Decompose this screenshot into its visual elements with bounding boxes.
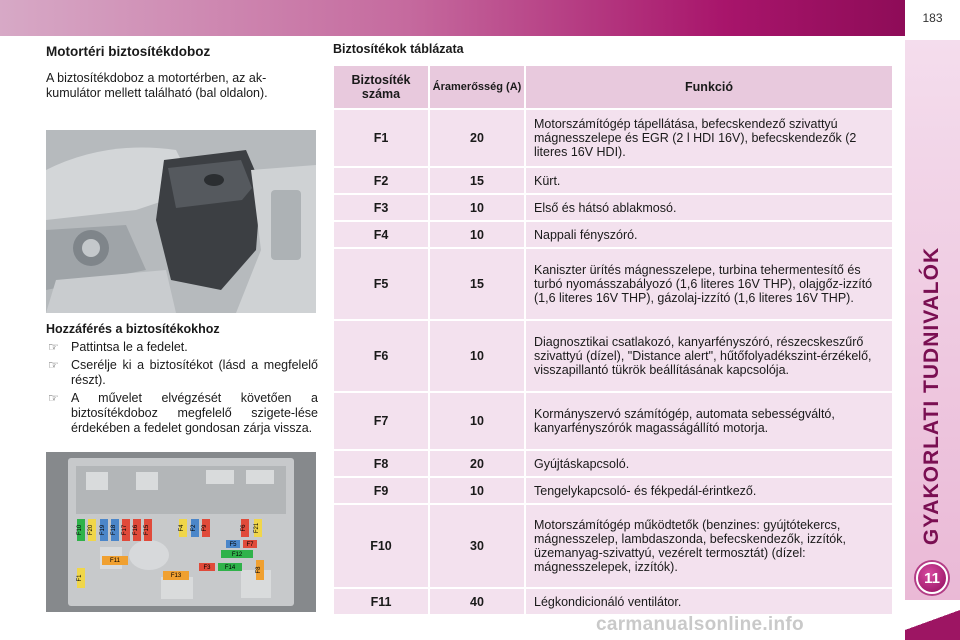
fuse-layout-photo: [46, 452, 316, 612]
engine-fusebox-section: [46, 40, 318, 582]
amperage-cell: 20: [430, 110, 524, 166]
table-title: Biztosítékok táblázata: [333, 42, 464, 56]
fuse-number-cell: F9: [334, 478, 428, 503]
function-cell: Kürt.: [526, 168, 892, 193]
chapter-side-title: [912, 236, 952, 556]
function-cell: Nappali fényszóró.: [526, 222, 892, 247]
access-title: Hozzáférés a biztosítékokhoz: [46, 322, 220, 336]
step-item: ☞ Cserélje ki a biztosítékot (lásd a megfelelő részt).: [48, 358, 318, 387]
table-row: [334, 478, 892, 503]
svg-text:F11: F11: [110, 558, 120, 564]
function-cell: Diagnosztikai csatlakozó, kanyarfényszóró, részecskeszűrő szivattyú (dízel), "Distance alert", hűtőfolyadékszint-érzékelő, visszapillantó tükrök beállításának kapcsolója.: [526, 321, 892, 391]
fuse-table: [334, 66, 892, 616]
svg-text:F6: F6: [241, 524, 247, 532]
chapter-number-badge: 11: [916, 562, 948, 594]
access-steps-list: [46, 340, 318, 439]
section-title: Motortéri biztosítékdoboz: [46, 44, 211, 59]
function-cell: Kormányszervó számítógép, automata sebességváltó, kanyarfényszórók magasságállító motorja.: [526, 393, 892, 449]
svg-text:F20: F20: [88, 524, 94, 536]
function-cell: Tengelykapcsoló- és fékpedál-érintkező.: [526, 478, 892, 503]
svg-text:F3: F3: [203, 565, 211, 571]
svg-text:F8: F8: [256, 566, 262, 574]
engine-bay-photo: [46, 130, 316, 313]
svg-text:F7: F7: [246, 542, 254, 548]
amperage-cell: 10: [430, 321, 524, 391]
table-row: [334, 505, 892, 587]
svg-text:F1: F1: [77, 574, 83, 582]
table-row: [334, 451, 892, 476]
table-row: [334, 393, 892, 449]
fuse-number-cell: F11: [334, 589, 428, 614]
header-fuse-number: Biztosíték száma: [334, 66, 428, 108]
svg-text:F12: F12: [231, 552, 243, 558]
svg-text:F16: F16: [133, 524, 139, 536]
fuse-number-cell: F6: [334, 321, 428, 391]
svg-text:F9: F9: [202, 524, 208, 532]
fuse-number-cell: F8: [334, 451, 428, 476]
engine-bay-illustration: [46, 130, 316, 313]
step-item: ☞ A művelet elvégzését követően a biztosítékdoboz megfelelő szigete-lése érdekében a fedelet gondosan zárja vissza.: [48, 391, 318, 435]
top-color-band: [0, 0, 905, 36]
table-row: [334, 168, 892, 193]
page-number: 183: [922, 11, 943, 25]
header-function: Funkció: [526, 66, 892, 108]
svg-text:F15: F15: [144, 524, 150, 536]
pointing-hand-icon: ☞: [48, 340, 59, 354]
svg-text:F19: F19: [100, 524, 106, 536]
amperage-cell: 10: [430, 393, 524, 449]
function-cell: Gyújtáskapcsoló.: [526, 451, 892, 476]
svg-text:F10: F10: [77, 524, 83, 536]
amperage-cell: 40: [430, 589, 524, 614]
function-cell: Kaniszter ürítés mágnesszelepe, turbina tehermentesítő és turbó nyomásszabályozó (1,6 literes 16V THP), olajgőz-izzító (1,6 literes 16V THP), gázolaj-izzító (1,6 literes 16V THP).: [526, 249, 892, 319]
fuse-number-cell: F1: [334, 110, 428, 166]
fuse-number-cell: F2: [334, 168, 428, 193]
fuse-number-cell: F7: [334, 393, 428, 449]
chapter-title-text: GYAKORLATI TUDNIVALÓK: [920, 246, 943, 546]
function-cell: Motorszámítógép tápellátása, befecskendező szivattyú mágnesszelepe és EGR (2 l HDI 16V), befecskendezők (2 literes 16V HDI).: [526, 110, 892, 166]
fuse-number-cell: F10: [334, 505, 428, 587]
amperage-cell: 10: [430, 222, 524, 247]
svg-text:F4: F4: [179, 524, 185, 532]
pointing-hand-icon: ☞: [48, 391, 59, 405]
fuse-number-cell: F4: [334, 222, 428, 247]
step-item: ☞ Pattintsa le a fedelet.: [48, 340, 188, 354]
watermark: carmanualsonline.info: [596, 614, 804, 635]
svg-text:F21: F21: [254, 522, 260, 534]
table-header-row: [334, 66, 892, 108]
intro-text: A biztosítékdoboz a motortérben, az ak-kumulátor mellett található (bal oldalon).: [46, 71, 268, 100]
amperage-cell: 15: [430, 249, 524, 319]
svg-text:F17: F17: [122, 524, 128, 536]
function-cell: Légkondicionáló ventilátor.: [526, 589, 892, 614]
svg-text:F18: F18: [111, 524, 117, 536]
amperage-cell: 20: [430, 451, 524, 476]
table-row: [334, 195, 892, 220]
svg-text:F2: F2: [191, 524, 197, 532]
svg-text:F13: F13: [170, 573, 182, 579]
svg-text:F14: F14: [224, 565, 236, 571]
function-cell: Első és hátsó ablakmosó.: [526, 195, 892, 220]
table-row: [334, 110, 892, 166]
svg-text:F5: F5: [229, 542, 237, 548]
amperage-cell: 10: [430, 478, 524, 503]
fuse-number-cell: F3: [334, 195, 428, 220]
table-row: [334, 249, 892, 319]
amperage-cell: 15: [430, 168, 524, 193]
fuse-layout-diagram: [46, 452, 316, 612]
function-cell: Motorszámítógép működtetők (benzines: gyújtótekercs, mágnesszelep, lambdaszonda, befecskendezők, izzítók, üzemanyag-szivattyú, vezérelt termosztát) (dízel: mágnesszelepek, izzítók).: [526, 505, 892, 587]
fuse-number-cell: F5: [334, 249, 428, 319]
table-row: [334, 222, 892, 247]
amperage-cell: 10: [430, 195, 524, 220]
table-row: [334, 321, 892, 391]
table-row: [334, 589, 892, 614]
amperage-cell: 30: [430, 505, 524, 587]
header-amperage: Áramerősség (A): [430, 66, 524, 108]
pointing-hand-icon: ☞: [48, 358, 59, 372]
page-corner-decoration: [905, 600, 960, 640]
